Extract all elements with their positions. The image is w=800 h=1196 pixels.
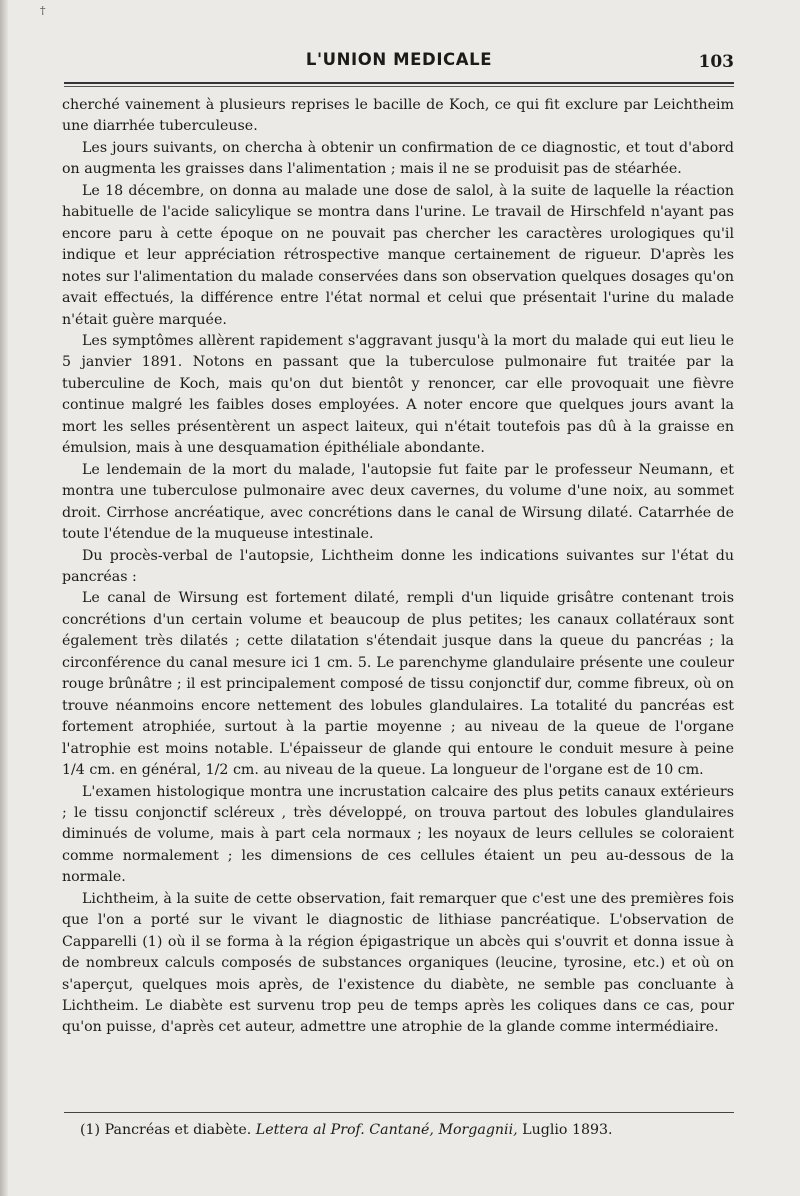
footnote-reference: Lettera al Prof. Cantané, Morgagnii,	[255, 1122, 518, 1138]
page-header	[64, 47, 734, 77]
paragraph: Le 18 décembre, on donna au malade une dose de salol, à la suite de laquelle la réaction habituelle de l'acide salicylique se montra dans l'urine. Le travail de Hirschfeld n'ayant pas encore paru à cette époque on ne pouvait pas chercher les caractères urologiques qu'il indique et leur appréciation rétrospective manque certainement de rigueur. D'après les notes sur l'alimentation du malade conservées dans son observation quelques dosages qu'on avait effectués, la différence entre l'état normal et celui que présentait l'urine du malade n'était guère marquée.	[62, 182, 734, 328]
paragraph: L'examen histologique montra une incrustation calcaire des plus petits canaux extérieurs ; le tissu conjonctif scléreux , très développé, on trouva partout des lobules glandulaires diminués de volume, mais à part cela normaux ; les noyaux de leurs cellules se coloraient comme normalement ; les dimensions de ces cellules étaient un peu au-dessous de la normale.	[62, 783, 734, 886]
paragraph: Le canal de Wirsung est fortement dilaté, rempli d'un liquide grisâtre contenant trois concrétions d'un certain volume et beaucoup de plus petites; les canaux collatéraux sont également très dilatés ; cette dilatation s'étendait jusque dans la queue du pancréas ; la circonférence du canal mesure ici 1 cm. 5. Le parenchyme glandulaire présente une couleur rouge brûnâtre ; il est principalement composé de tissu conjonctif dur, comme fibreux, où on trouve néanmoins encore nettement des lobules glandulaires. La totalité du pancréas est fortement atrophiée, surtout à la partie moyenne ; au niveau de la queue de l'organe l'atrophie est moins notable. L'épaisseur de glande qui entoure le conduit mesure à peine 1/4 cm. en général, 1/2 cm. au niveau de la queue. La longueur de l'organe est de 10 cm.	[62, 590, 734, 779]
paragraph: Le lendemain de la mort du malade, l'autopsie fut faite par le professeur Neumann, et montra une tuberculose pulmonaire avec deux cavernes, du volume d'une noix, au sommet droit. Cirrhose ancréatique, avec concrétions dans le canal de Wirsung dilaté. Catarrhée de toute l'étendue de la muqueuse intestinale.	[62, 461, 734, 543]
running-title: L'UNION MEDICALE	[305, 50, 493, 69]
footnote	[80, 1120, 730, 1140]
paragraph: Les jours suivants, on chercha à obtenir un confirmation de ce diagnostic, et tout d'abord on augmenta les graisses dans l'alimentation ; mais il ne se produisit pas de stéarhée.	[62, 139, 734, 178]
paragraph: Lichtheim, à la suite de cette observation, fait remarquer que c'est une des premières fois que l'on a porté sur le vivant le diagnostic de lithiase pancréatique. L'observation de Capparelli (1) où il se forma à la région épigastrique un abcès qui s'ouvrit et donna issue à de nombreux calculs composés de substances organiques (leucine, tyrosine, etc.) et où on s'aperçut, quelques mois après, de l'existence du diabète, ne semble pas concluante à Lichtheim. Le diabète est survenu trop peu de temps après les coliques dans ce cas, pour qu'on puisse, d'après cet auteur, admettre une atrophie de la glande comme intermédiaire.	[62, 890, 734, 1036]
footnote-rule	[64, 1112, 734, 1113]
paragraph: cherché vainement à plusieurs reprises le bacille de Koch, ce qui fit exclure par Leichtheim une diarrhée tuberculeuse.	[62, 97, 734, 135]
page-number: 103	[698, 52, 734, 72]
footnote-date: Luglio 1893.	[522, 1122, 613, 1138]
stray-ink-mark: †	[40, 4, 46, 17]
paragraph: Du procès-verbal de l'autopsie, Lichtheim donne les indications suivantes sur l'état du pancréas :	[62, 547, 734, 585]
footnote-marker: (1) Pancréas et diabète.	[80, 1122, 252, 1138]
page-edge-shadow	[0, 0, 8, 1196]
header-rule	[64, 82, 734, 84]
paragraph: Les symptômes allèrent rapidement s'aggravant jusqu'à la mort du malade qui eut lieu le 5 janvier 1891. Notons en passant que la tuberculose pulmonaire fut traitée par la tuberculine de Koch, mais qu'on dut bientôt y renoncer, car elle provoquait une fièvre continue malgré les faibles doses employées. A noter encore que quelques jours avant la mort les selles présentèrent un aspect laiteux, qui n'était toutefois pas dû à la graisse en émulsion, mais à une desquamation épithéliale abondante.	[62, 332, 734, 457]
body-text	[62, 95, 734, 1039]
header-rule-thin	[64, 86, 734, 87]
